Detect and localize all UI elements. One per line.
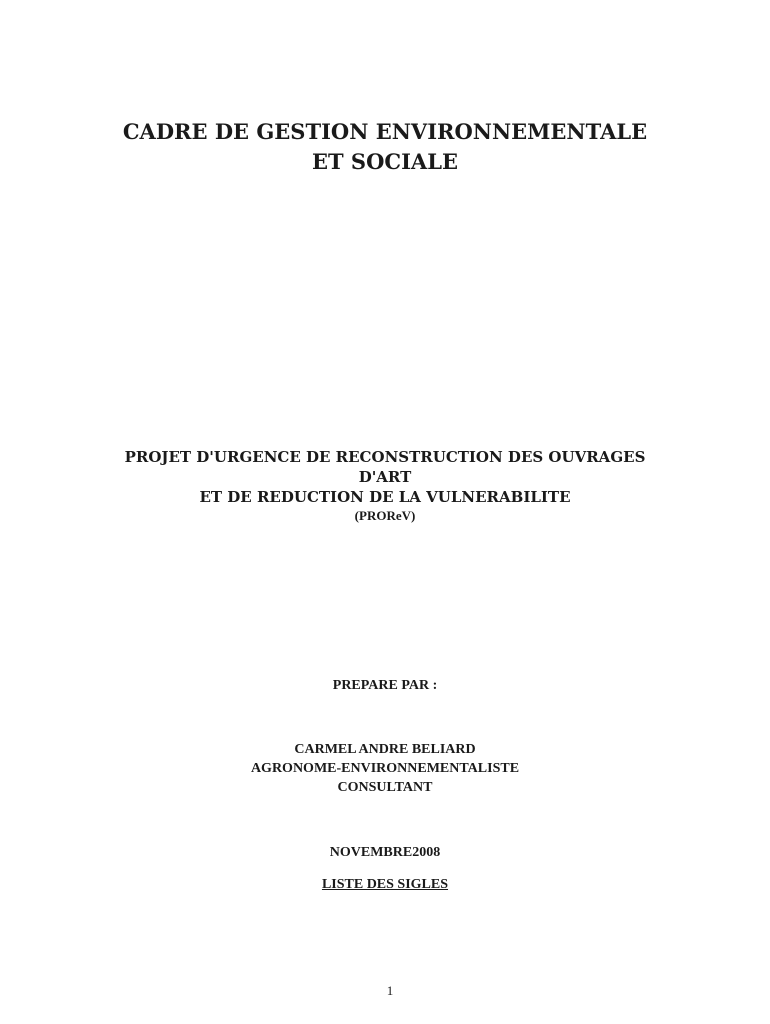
document-title <box>0 117 770 177</box>
sigles-link[interactable]: LISTE DES SIGLES <box>321 877 449 892</box>
page-number: 1 <box>386 983 394 998</box>
sigles-section <box>0 876 770 894</box>
project-acronym: (PROReV) <box>354 508 416 523</box>
author-block <box>0 740 770 797</box>
project-line-3: ET DE REDUCTION DE LA VULNERABILITE <box>199 488 571 506</box>
project-line-2: D'ART <box>358 468 412 486</box>
prepared-by-label: PREPARE PAR : <box>332 678 438 693</box>
author-role: CONSULTANT <box>337 780 433 795</box>
project-name <box>0 447 770 525</box>
author-profession: AGRONOME-ENVIRONNEMENTALISTE <box>250 761 520 776</box>
author-name: CARMEL ANDRE BELIARD <box>294 742 476 757</box>
document-date: NOVEMBRE2008 <box>329 845 441 860</box>
title-line-1: CADRE DE GESTION ENVIRONNEMENTALE <box>122 119 648 144</box>
project-line-1: PROJET D'URGENCE DE RECONSTRUCTION DES OUVRAGES <box>124 448 646 466</box>
title-line-2: ET SOCIALE <box>311 149 458 174</box>
